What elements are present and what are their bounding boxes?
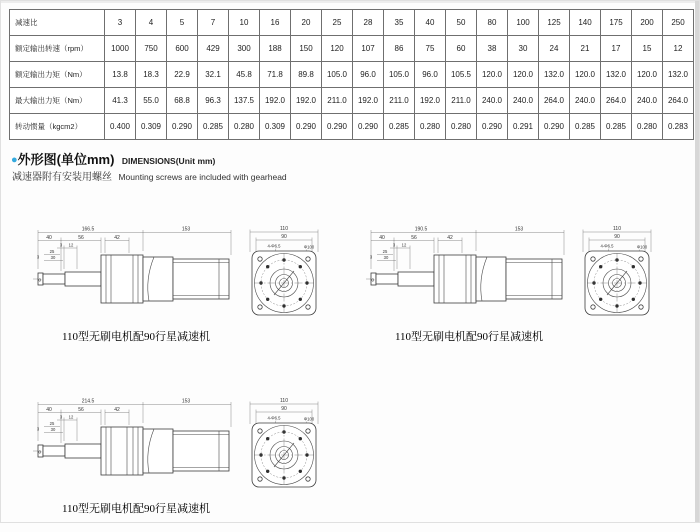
value-cell: 0.285 bbox=[601, 114, 632, 140]
dim-key25: 25 bbox=[49, 249, 55, 255]
ratio-header-cell: 175 bbox=[601, 10, 632, 36]
dim-motor-length: 153 bbox=[514, 226, 524, 233]
shaft-diameter-mark: Φ bbox=[37, 450, 43, 454]
ratio-header-cell: 4 bbox=[136, 10, 167, 36]
shaft bbox=[43, 274, 65, 284]
dim-pilot-circle: Φ100 bbox=[636, 244, 648, 250]
corner-screw bbox=[591, 305, 595, 309]
corner-screw bbox=[306, 477, 310, 481]
ratio-header-cell: 50 bbox=[446, 10, 477, 36]
value-cell: 0.280 bbox=[229, 114, 260, 140]
dim-bolt-square: 90 bbox=[614, 234, 620, 241]
ratio-header-cell: 25 bbox=[322, 10, 353, 36]
gearmotor-drawing-1 bbox=[31, 225, 331, 360]
value-cell: 120.0 bbox=[477, 62, 508, 88]
gearbox-body bbox=[101, 255, 143, 303]
heading-en: DIMENSIONS(Unit mm) bbox=[121, 156, 216, 166]
scan-edge-top bbox=[1, 1, 699, 3]
value-cell: 264.0 bbox=[601, 88, 632, 114]
dim-motor-length: 153 bbox=[181, 226, 191, 233]
corner-screw bbox=[306, 305, 310, 309]
dim-bolt-square: 90 bbox=[281, 406, 287, 413]
drawing-caption: 110型无刷电机配90行星减速机 bbox=[61, 503, 211, 515]
value-cell: 240.0 bbox=[632, 88, 663, 114]
value-cell: 41.3 bbox=[105, 88, 136, 114]
corner-screw bbox=[306, 429, 310, 433]
dim-left3: 3 bbox=[36, 254, 40, 260]
value-cell: 750 bbox=[136, 36, 167, 62]
value-cell: 0.290 bbox=[322, 114, 353, 140]
dim-bolt-holes: 4-Φ6.5 bbox=[267, 415, 281, 421]
ratio-header-cell: 28 bbox=[353, 10, 384, 36]
value-cell: 0.290 bbox=[539, 114, 570, 140]
table-row bbox=[10, 62, 694, 88]
value-cell: 13.8 bbox=[105, 62, 136, 88]
row-label-cell: 转动惯量（kgcm2） bbox=[10, 114, 105, 140]
value-cell: 600 bbox=[167, 36, 198, 62]
value-cell: 120.0 bbox=[508, 62, 539, 88]
value-cell: 0.285 bbox=[570, 114, 601, 140]
value-cell: 211.0 bbox=[322, 88, 353, 114]
value-cell: 96.0 bbox=[353, 62, 384, 88]
value-cell: 0.285 bbox=[384, 114, 415, 140]
dim-step3: 3 bbox=[392, 242, 396, 248]
dim-pilot-circle: Φ100 bbox=[303, 416, 315, 422]
value-cell: 60 bbox=[446, 36, 477, 62]
dim-shaft-length: 40 bbox=[46, 234, 52, 241]
value-cell: 0.290 bbox=[353, 114, 384, 140]
side-view-drawing bbox=[31, 225, 241, 307]
dim-total-length: 214.5 bbox=[81, 398, 95, 405]
shaft-diameter-mark: Φ bbox=[37, 278, 43, 282]
value-cell: 1000 bbox=[105, 36, 136, 62]
note-cn: 减速器附有安装用螺丝 bbox=[12, 172, 112, 183]
table-row bbox=[10, 36, 694, 62]
dim-flange-width: 110 bbox=[280, 226, 288, 233]
shaft bbox=[43, 446, 65, 456]
value-cell: 71.8 bbox=[260, 62, 291, 88]
corner-screw bbox=[591, 257, 595, 261]
dim-gearbox-length: 42 bbox=[114, 234, 120, 241]
corner-screw bbox=[258, 305, 262, 309]
mounting-note bbox=[12, 167, 287, 185]
corner-screw bbox=[639, 305, 643, 309]
dim-step3: 3 bbox=[59, 414, 63, 420]
value-cell: 192.0 bbox=[260, 88, 291, 114]
value-cell: 0.285 bbox=[198, 114, 229, 140]
dim-key25: 25 bbox=[49, 421, 55, 427]
spec-table-wrap bbox=[9, 9, 694, 140]
value-cell: 24 bbox=[539, 36, 570, 62]
dim-step12: 12 bbox=[68, 414, 74, 420]
value-cell: 89.8 bbox=[291, 62, 322, 88]
value-cell: 0.283 bbox=[663, 114, 694, 140]
corner-screw bbox=[639, 257, 643, 261]
value-cell: 45.8 bbox=[229, 62, 260, 88]
value-cell: 132.0 bbox=[539, 62, 570, 88]
table-row bbox=[10, 114, 694, 140]
value-cell: 30 bbox=[508, 36, 539, 62]
dim-bolt-holes: 4-Φ6.5 bbox=[267, 243, 281, 249]
ratio-header-cell: 100 bbox=[508, 10, 539, 36]
dim-flange-length: 56 bbox=[78, 234, 84, 241]
scan-edge-right bbox=[695, 1, 699, 522]
side-view-drawing bbox=[31, 397, 241, 479]
dim-left3: 3 bbox=[36, 426, 40, 432]
value-cell: 137.5 bbox=[229, 88, 260, 114]
heading-cn: 外形图(单位mm) bbox=[17, 152, 115, 167]
value-cell: 0.309 bbox=[136, 114, 167, 140]
dim-gearbox-length: 42 bbox=[447, 234, 453, 241]
value-cell: 120.0 bbox=[570, 62, 601, 88]
value-cell: 105.5 bbox=[446, 62, 477, 88]
value-cell: 12 bbox=[663, 36, 694, 62]
value-cell: 0.291 bbox=[508, 114, 539, 140]
drawing-caption: 110型无刷电机配90行星减速机 bbox=[394, 331, 544, 343]
value-cell: 17 bbox=[601, 36, 632, 62]
value-cell: 96.0 bbox=[415, 62, 446, 88]
dim-flange-length: 56 bbox=[411, 234, 417, 241]
corner-screw bbox=[258, 429, 262, 433]
dim-gearbox-length: 42 bbox=[114, 406, 120, 413]
dim-flange-width: 110 bbox=[280, 398, 288, 405]
value-cell: 120.0 bbox=[632, 62, 663, 88]
dim-step12: 12 bbox=[401, 242, 407, 248]
ratio-header-cell: 5 bbox=[167, 10, 198, 36]
dim-shaft-length: 40 bbox=[46, 406, 52, 413]
dim-key30: 30 bbox=[383, 255, 389, 261]
table-row bbox=[10, 88, 694, 114]
dim-flange-width: 110 bbox=[613, 226, 621, 233]
ratio-header-cell: 200 bbox=[632, 10, 663, 36]
dim-bolt-holes: 4-Φ6.5 bbox=[600, 243, 614, 249]
dim-shaft-length: 40 bbox=[379, 234, 385, 241]
gearbox-body bbox=[101, 427, 143, 475]
shaft-base bbox=[65, 272, 101, 286]
value-cell: 21 bbox=[570, 36, 601, 62]
drawing-caption: 110型无刷电机配90行星减速机 bbox=[61, 331, 211, 343]
corner-screw bbox=[258, 257, 262, 261]
value-cell: 192.0 bbox=[291, 88, 322, 114]
front-view-drawing bbox=[576, 225, 658, 331]
value-cell: 429 bbox=[198, 36, 229, 62]
ratio-header-cell: 250 bbox=[663, 10, 694, 36]
value-cell: 240.0 bbox=[508, 88, 539, 114]
ratio-header-cell: 80 bbox=[477, 10, 508, 36]
row-label-cell: 额定输出力矩（Nm） bbox=[10, 62, 105, 88]
adapter-flange bbox=[476, 257, 506, 301]
spec-table bbox=[9, 9, 694, 140]
adapter-flange bbox=[143, 257, 173, 301]
dimensions-heading bbox=[11, 149, 215, 169]
motor-body bbox=[506, 259, 562, 299]
value-cell: 86 bbox=[384, 36, 415, 62]
value-cell: 0.309 bbox=[260, 114, 291, 140]
value-cell: 15 bbox=[632, 36, 663, 62]
front-view-drawing bbox=[243, 225, 325, 331]
value-cell: 211.0 bbox=[446, 88, 477, 114]
gearbox-body bbox=[434, 255, 476, 303]
dim-left3: 3 bbox=[369, 254, 373, 260]
value-cell: 132.0 bbox=[663, 62, 694, 88]
shaft-base bbox=[398, 272, 434, 286]
value-cell: 188 bbox=[260, 36, 291, 62]
corner-screw bbox=[258, 477, 262, 481]
value-cell: 211.0 bbox=[384, 88, 415, 114]
value-cell: 105.0 bbox=[384, 62, 415, 88]
corner-label: 减速比 bbox=[10, 10, 105, 36]
value-cell: 0.290 bbox=[291, 114, 322, 140]
value-cell: 150 bbox=[291, 36, 322, 62]
value-cell: 300 bbox=[229, 36, 260, 62]
value-cell: 264.0 bbox=[663, 88, 694, 114]
table-row bbox=[10, 10, 694, 36]
ratio-header-cell: 7 bbox=[198, 10, 229, 36]
ratio-header-cell: 125 bbox=[539, 10, 570, 36]
value-cell: 38 bbox=[477, 36, 508, 62]
ratio-header-cell: 35 bbox=[384, 10, 415, 36]
dim-key30: 30 bbox=[50, 427, 56, 433]
ratio-header-cell: 40 bbox=[415, 10, 446, 36]
value-cell: 105.0 bbox=[322, 62, 353, 88]
row-label-cell: 最大输出力矩（Nm） bbox=[10, 88, 105, 114]
ratio-header-cell: 3 bbox=[105, 10, 136, 36]
value-cell: 120 bbox=[322, 36, 353, 62]
dim-flange-length: 56 bbox=[78, 406, 84, 413]
ratio-header-cell: 10 bbox=[229, 10, 260, 36]
value-cell: 0.290 bbox=[167, 114, 198, 140]
adapter-flange bbox=[143, 429, 173, 473]
dim-key30: 30 bbox=[50, 255, 56, 261]
note-en: Mounting screws are included with gearhead bbox=[118, 172, 287, 182]
corner-screw bbox=[306, 257, 310, 261]
dim-step12: 12 bbox=[68, 242, 74, 248]
value-cell: 264.0 bbox=[539, 88, 570, 114]
motor-body bbox=[173, 431, 229, 471]
value-cell: 96.3 bbox=[198, 88, 229, 114]
value-cell: 22.9 bbox=[167, 62, 198, 88]
value-cell: 32.1 bbox=[198, 62, 229, 88]
ratio-header-cell: 16 bbox=[260, 10, 291, 36]
value-cell: 0.280 bbox=[446, 114, 477, 140]
value-cell: 240.0 bbox=[477, 88, 508, 114]
shaft bbox=[376, 274, 398, 284]
front-view-drawing bbox=[243, 397, 325, 503]
dim-step3: 3 bbox=[59, 242, 63, 248]
value-cell: 75 bbox=[415, 36, 446, 62]
shaft-base bbox=[65, 444, 101, 458]
dim-motor-length: 153 bbox=[181, 398, 191, 405]
dim-total-length: 166.5 bbox=[81, 226, 95, 233]
value-cell: 192.0 bbox=[415, 88, 446, 114]
value-cell: 0.290 bbox=[477, 114, 508, 140]
dim-key25: 25 bbox=[382, 249, 388, 255]
side-view-drawing bbox=[364, 225, 574, 307]
motor-body bbox=[173, 259, 229, 299]
ratio-header-cell: 140 bbox=[570, 10, 601, 36]
value-cell: 0.280 bbox=[415, 114, 446, 140]
dim-pilot-circle: Φ100 bbox=[303, 244, 315, 250]
shaft-diameter-mark: Φ bbox=[370, 278, 376, 282]
dim-bolt-square: 90 bbox=[281, 234, 287, 241]
value-cell: 0.280 bbox=[632, 114, 663, 140]
value-cell: 68.8 bbox=[167, 88, 198, 114]
value-cell: 0.400 bbox=[105, 114, 136, 140]
value-cell: 240.0 bbox=[570, 88, 601, 114]
bullet-icon: ● bbox=[11, 154, 18, 166]
value-cell: 18.3 bbox=[136, 62, 167, 88]
value-cell: 132.0 bbox=[601, 62, 632, 88]
gearmotor-drawing-2 bbox=[364, 225, 664, 360]
value-cell: 55.0 bbox=[136, 88, 167, 114]
ratio-header-cell: 20 bbox=[291, 10, 322, 36]
dim-total-length: 190.5 bbox=[414, 226, 428, 233]
value-cell: 192.0 bbox=[353, 88, 384, 114]
row-label-cell: 额定输出转速（rpm） bbox=[10, 36, 105, 62]
value-cell: 107 bbox=[353, 36, 384, 62]
gearmotor-drawing-3 bbox=[31, 397, 331, 532]
